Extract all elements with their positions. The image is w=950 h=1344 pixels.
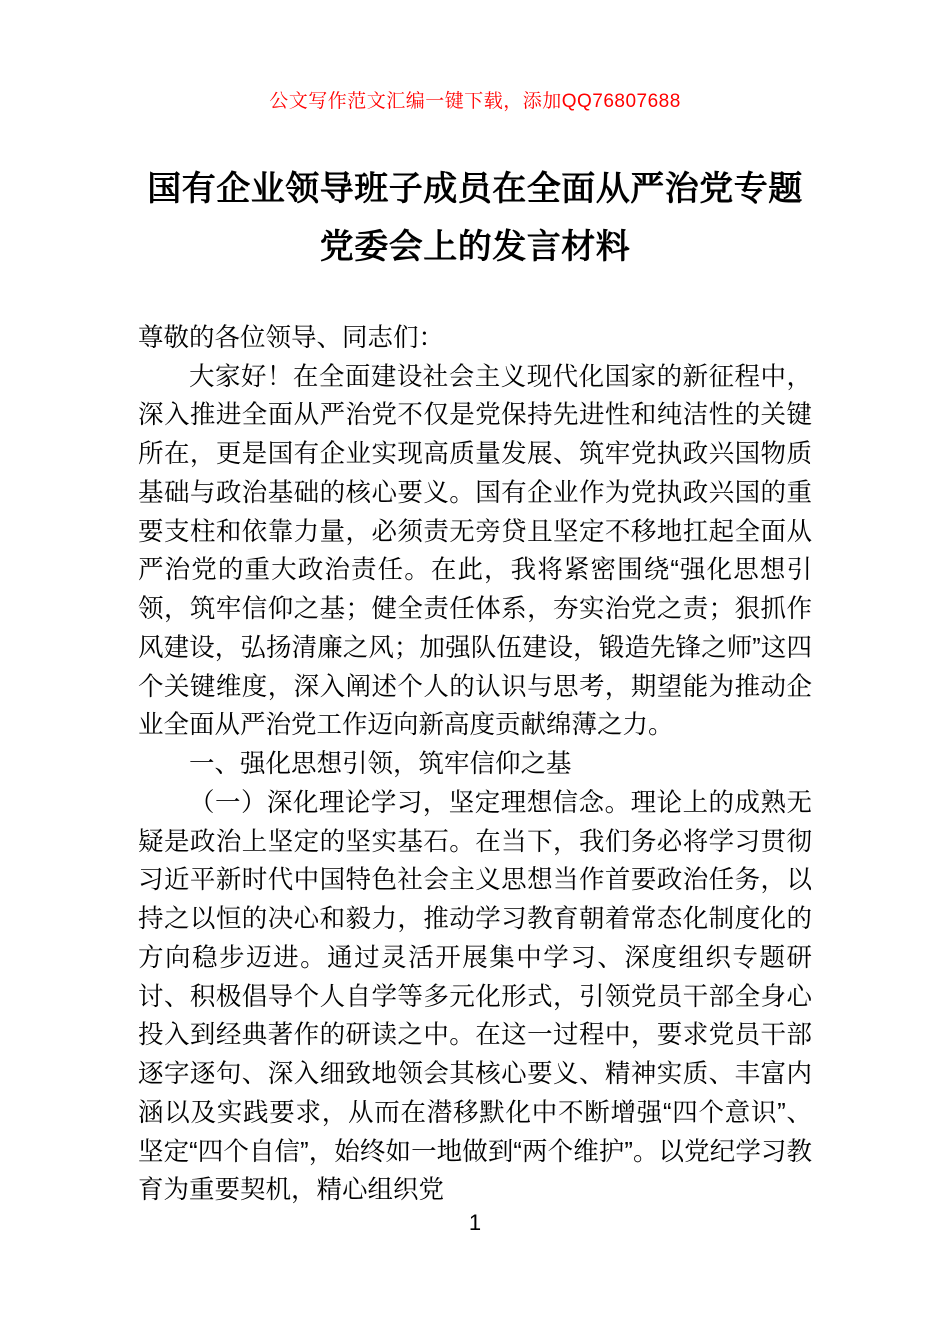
paragraph-heading-one: 一、强化思想引领，筑牢信仰之基: [189, 750, 572, 779]
paragraph-section-one-a: （一）深化理论学习，坚定理想信念。理论上的成熟无疑是政治上坚定的坚实基石。在当下，我们务必将学习贯彻习近平新时代中国特色社会主义思想当作首要政治任务，以持之以恒的决心和毅力，推动学习教育朝着常态化制度化的方向稳步迈进。通过灵活开展集中学习、深度组织专题研讨、积极倡导个人自学等多元化形式，引领党员干部全身心投入到经典著作的研读之中。在这一过程中，要求党员干部逐字逐句、深入细致地领会其核心要义、精神实质、丰富内涵以及实践要求，从而在潜移默化中不断增强“四个意识”、坚定“四个自信”，始终如一地做到“两个维护”。以党纪学习教育为重要契机，精心组织党: [138, 788, 812, 1205]
page-title: 国有企业领导班子成员在全面从严治党专题党委会上的发言材料: [147, 170, 803, 267]
watermark-text: 公文写作范文汇编一键下载，添加QQ76807688: [269, 91, 681, 112]
paragraph-salutation: 尊敬的各位领导、同志们：: [138, 323, 445, 352]
document-body: [138, 319, 812, 1210]
paragraph-opening: 大家好！在全面建设社会主义现代化国家的新征程中，深入推进全面从严治党不仅是党保持先进性和纯洁性的关键所在，更是国有企业实现高质量发展、筑牢党执政兴国物质基础与政治基础的核心要义。国有企业作为党执政兴国的重要支柱和依靠力量，必须责无旁贷且坚定不移地扛起全面从严治党的重大政治责任。在此，我将紧密围绕“强化思想引领，筑牢信仰之基；健全责任体系，夯实治党之责；狠抓作风建设，弘扬清廉之风；加强队伍建设，锻造先锋之师”这四个关键维度，深入阐述个人的认识与思考，期望能为推动企业全面从严治党工作迈向新高度贡献绵薄之力。: [138, 362, 812, 740]
page-number: 1: [468, 1210, 482, 1235]
